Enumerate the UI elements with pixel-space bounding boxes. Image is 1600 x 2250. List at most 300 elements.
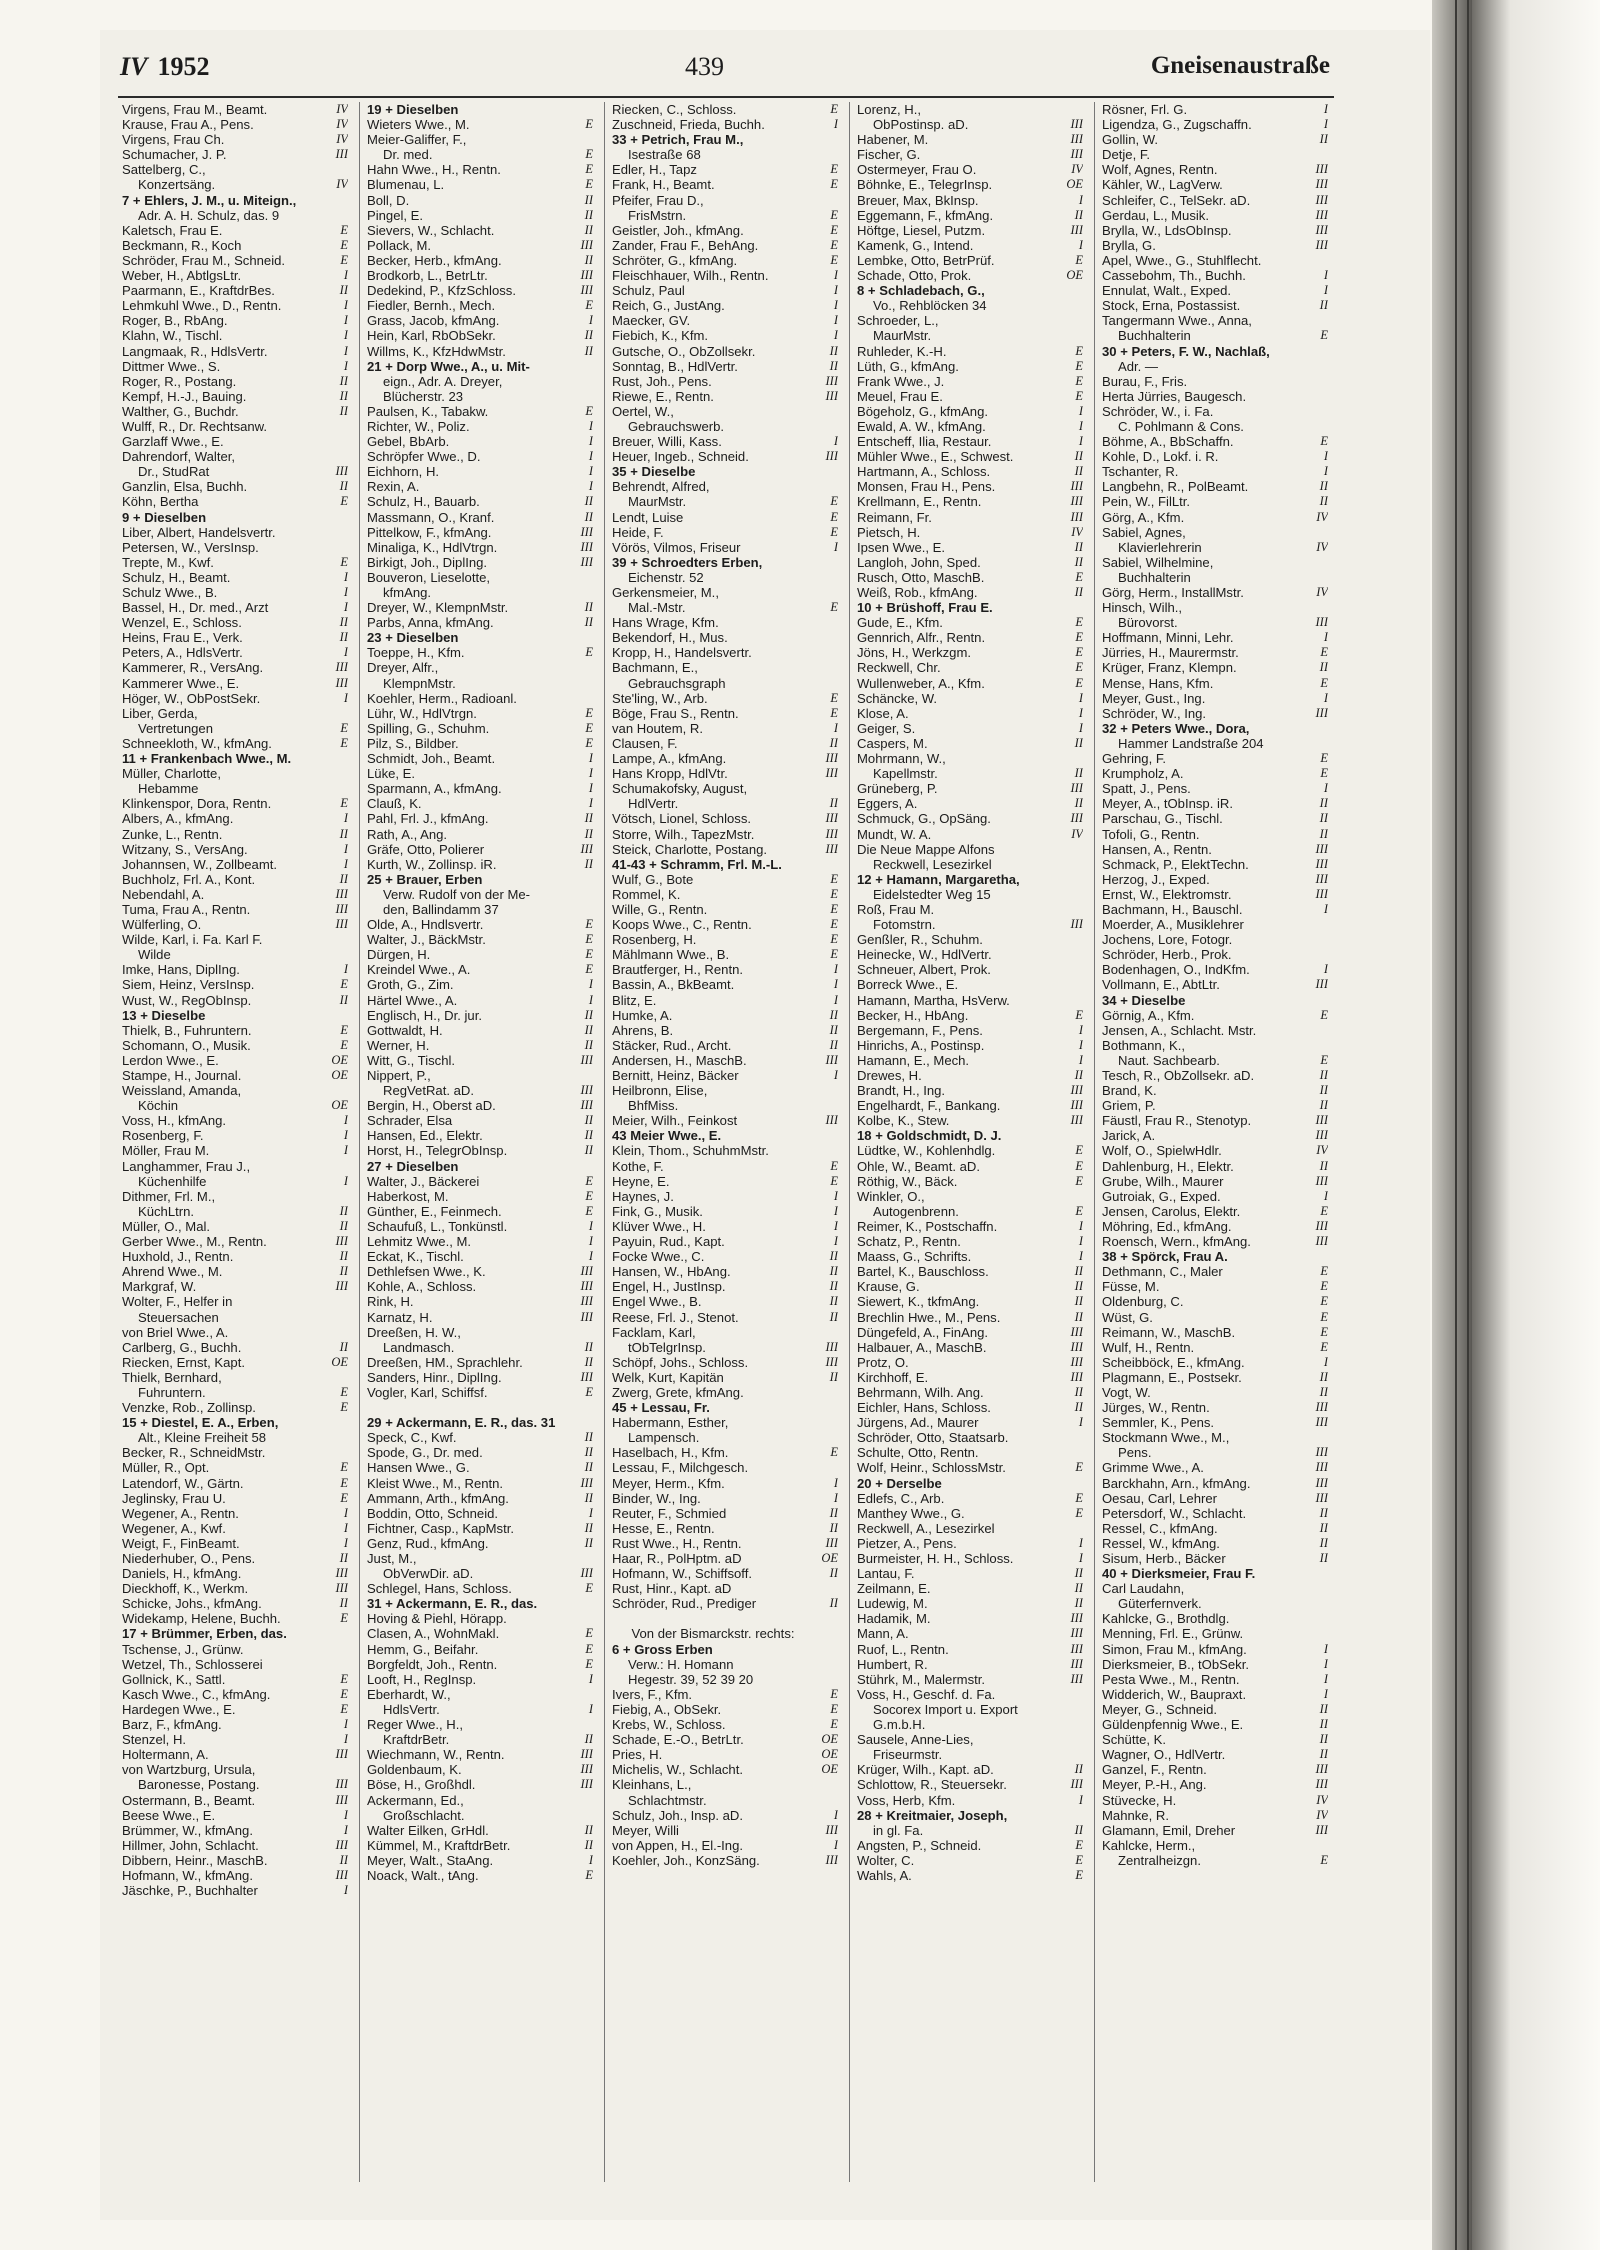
resident-entry xyxy=(122,872,348,887)
entry-text: Schneekloth, W., kfmAng. xyxy=(122,735,272,751)
entry-class: III xyxy=(1070,1369,1083,1384)
entry-class: I xyxy=(1323,283,1328,298)
entry-class: III xyxy=(580,1762,593,1777)
entry-text: Wille, G., Rentn. xyxy=(612,901,708,917)
resident-entry xyxy=(122,781,348,796)
resident-entry xyxy=(1102,1506,1328,1521)
entry-text: Sabiel, Wilhelmine, xyxy=(1102,554,1214,570)
resident-entry xyxy=(612,328,838,343)
resident-entry xyxy=(122,1853,348,1868)
entry-text: ObVerwDir. aD. xyxy=(383,1566,474,1582)
resident-entry xyxy=(857,842,1083,857)
resident-entry xyxy=(612,1189,838,1204)
entry-class: III xyxy=(825,449,838,464)
entry-text: Schumacher, J. P. xyxy=(122,147,227,163)
entry-text: Stampe, H., Journal. xyxy=(122,1068,242,1083)
resident-entry xyxy=(122,177,348,192)
resident-entry xyxy=(612,615,838,630)
entry-text: Rath, A., Ang. xyxy=(367,826,448,842)
entry-text: Görnig, A., Kfm. xyxy=(1102,1007,1195,1023)
entry-class: II xyxy=(584,1113,593,1128)
resident-entry xyxy=(857,193,1083,208)
resident-entry xyxy=(612,1159,838,1174)
entry-text: von Appen, H., El.-Ing. xyxy=(612,1837,744,1853)
resident-entry xyxy=(122,1445,348,1460)
entry-class: I xyxy=(833,539,838,554)
resident-entry xyxy=(1102,1793,1328,1808)
entry-class: E xyxy=(830,494,838,509)
volume-year xyxy=(120,52,209,82)
resident-entry xyxy=(857,268,1083,283)
resident-entry xyxy=(367,389,593,404)
entry-class: I xyxy=(1078,1022,1083,1037)
entry-text: Lerdon Wwe., E. xyxy=(122,1052,219,1068)
entry-class: I xyxy=(1323,1188,1328,1203)
entry-text: Sattelberg, C., xyxy=(122,162,206,178)
entry-class: IV xyxy=(1316,1792,1328,1807)
entry-class: II xyxy=(584,1037,593,1052)
resident-entry xyxy=(367,1174,593,1189)
entry-text: Schäncke, W. xyxy=(857,690,938,706)
entry-class: III xyxy=(335,886,348,901)
entry-class: E xyxy=(1320,1852,1328,1867)
entry-text: Krüger, Wilh., Kapt. aD. xyxy=(857,1762,994,1778)
entry-text: Dithmer, Frl. M., xyxy=(122,1188,216,1204)
resident-entry xyxy=(367,1400,593,1415)
house-entry xyxy=(367,1415,593,1430)
entry-text: Wülferling, O. xyxy=(122,917,202,933)
entry-text: Pahl, Frl. J., kfmAng. xyxy=(367,811,489,827)
resident-entry xyxy=(122,359,348,374)
entry-class: II xyxy=(1319,298,1328,313)
entry-class: E xyxy=(1075,569,1083,584)
resident-entry xyxy=(122,887,348,902)
resident-entry xyxy=(1102,434,1328,449)
resident-entry xyxy=(122,344,348,359)
resident-entry xyxy=(612,721,838,736)
entry-text: Grass, Jacob, kfmAng. xyxy=(367,313,500,329)
entry-text: Verw. Rudolf von der Me- xyxy=(383,886,531,902)
resident-entry xyxy=(367,540,593,555)
entry-class: E xyxy=(830,222,838,237)
entry-text: Lehmkuhl Wwe., D., Rentn. xyxy=(122,298,282,314)
resident-entry xyxy=(857,147,1083,162)
resident-entry xyxy=(1102,585,1328,600)
entry-text: Frank, H., Beamt. xyxy=(612,177,715,193)
entry-class: II xyxy=(584,1732,593,1747)
entry-text: KraftdrBetr. xyxy=(383,1732,450,1748)
entry-text: Virgens, Frau M., Beamt. xyxy=(122,102,268,117)
entry-text: Dahrendorf, Walter, xyxy=(122,449,236,465)
entry-class: E xyxy=(585,177,593,192)
entry-text: Schaufuß, L., Tonkünstl. xyxy=(367,1218,508,1234)
entry-text: Schneuer, Albert, Prok. xyxy=(857,962,991,978)
entry-class: E xyxy=(1075,1203,1083,1218)
entry-class: II xyxy=(1074,1294,1083,1309)
entry-class: E xyxy=(1320,766,1328,781)
resident-entry xyxy=(367,404,593,419)
resident-entry xyxy=(367,781,593,796)
resident-entry xyxy=(367,1355,593,1370)
resident-entry xyxy=(1102,208,1328,223)
resident-entry xyxy=(612,1762,838,1777)
resident-entry xyxy=(367,1611,593,1626)
entry-text: Stüvecke, H. xyxy=(1102,1792,1177,1808)
entry-class: E xyxy=(830,947,838,962)
resident-entry xyxy=(367,132,593,147)
entry-text: Wetzel, Th., Schlosserei xyxy=(122,1656,263,1672)
entry-text: Payuin, Rud., Kapt. xyxy=(612,1234,725,1250)
entry-class: II xyxy=(1319,796,1328,811)
resident-entry xyxy=(122,1491,348,1506)
entry-class: I xyxy=(343,1143,348,1158)
entry-class: E xyxy=(830,1701,838,1716)
entry-text: Carl Laudahn, xyxy=(1102,1581,1185,1597)
entry-text: kfmAng. xyxy=(383,585,432,600)
resident-entry xyxy=(122,796,348,811)
entry-class: II xyxy=(1074,1822,1083,1837)
entry-class: III xyxy=(580,1264,593,1279)
entry-class: I xyxy=(1323,690,1328,705)
resident-entry xyxy=(612,1506,838,1521)
resident-entry xyxy=(1102,1596,1328,1611)
entry-text: Meyer, G., Schneid. xyxy=(1102,1701,1217,1717)
entry-text: Jensen, Carolus, Elektr. xyxy=(1102,1203,1241,1219)
entry-text: Voss, H., kfmAng. xyxy=(122,1113,227,1129)
entry-class: III xyxy=(335,1234,348,1249)
entry-class: II xyxy=(584,1837,593,1852)
resident-entry xyxy=(122,766,348,781)
resident-entry xyxy=(1102,1626,1328,1641)
entry-class: I xyxy=(1078,237,1083,252)
resident-entry xyxy=(367,494,593,509)
resident-entry xyxy=(857,766,1083,781)
entry-text: Jochens, Lore, Fotogr. xyxy=(1102,932,1233,948)
entry-text: Krause, G. xyxy=(857,1279,920,1295)
resident-entry xyxy=(1102,1687,1328,1702)
entry-text: Gebel, BbArb. xyxy=(367,434,450,450)
entry-text: Steick, Charlotte, Postang. xyxy=(612,841,768,857)
entry-class: II xyxy=(584,1022,593,1037)
entry-class: E xyxy=(830,177,838,192)
entry-class: II xyxy=(584,1520,593,1535)
resident-entry xyxy=(122,977,348,992)
entry-text: Hemm, G., Beifahr. xyxy=(367,1641,479,1657)
entry-class: II xyxy=(339,1852,348,1867)
resident-entry xyxy=(1102,132,1328,147)
entry-class: III xyxy=(335,1777,348,1792)
house-entry xyxy=(122,1008,348,1023)
entry-text: Geistler, Joh., kfmAng. xyxy=(612,222,744,238)
entry-text: Schröder, Frau M., Schneid. xyxy=(122,252,286,268)
entry-text: Vertretungen xyxy=(138,720,213,736)
resident-entry xyxy=(612,298,838,313)
entry-text: Meuel, Frau E. xyxy=(857,388,943,404)
resident-entry xyxy=(612,253,838,268)
entry-text: Ivers, F., Kfm. xyxy=(612,1686,693,1702)
entry-class: II xyxy=(584,1822,593,1837)
resident-entry xyxy=(122,117,348,132)
resident-entry xyxy=(857,1626,1083,1641)
entry-text: 18 + Goldschmidt, D. J. xyxy=(857,1128,1002,1144)
house-entry xyxy=(857,1128,1083,1143)
entry-text: Schmuck, G., OpSäng. xyxy=(857,811,991,827)
entry-text: Vogler, Karl, Schiffsf. xyxy=(367,1384,488,1400)
house-entry xyxy=(367,630,593,645)
resident-entry xyxy=(612,1732,838,1747)
entry-text: Lantau, F. xyxy=(857,1566,915,1582)
resident-entry xyxy=(612,434,838,449)
resident-entry xyxy=(857,313,1083,328)
entry-text: Adr. — xyxy=(1118,358,1159,374)
entry-text: Gutroiak, G., Exped. xyxy=(1102,1188,1221,1204)
entry-text: Meyer, Willi xyxy=(612,1822,679,1838)
resident-entry xyxy=(612,1808,838,1823)
resident-entry xyxy=(122,479,348,494)
resident-entry xyxy=(367,1128,593,1143)
resident-entry xyxy=(122,208,348,223)
entry-class: III xyxy=(1315,222,1328,237)
entry-text: 43 Meier Wwe., E. xyxy=(612,1128,722,1144)
entry-text: Siem, Heinz, VersInsp. xyxy=(122,977,255,993)
entry-text: 11 + Frankenbach Wwe., M. xyxy=(122,751,292,767)
entry-class: E xyxy=(1075,1505,1083,1520)
entry-class: III xyxy=(1070,1671,1083,1686)
entry-text: Reimann, Fr. xyxy=(857,509,932,525)
entry-text: Breuer, Willi, Kass. xyxy=(612,434,722,450)
entry-class: I xyxy=(1323,1354,1328,1369)
entry-text: Dierksmeier, B., tObSekr. xyxy=(1102,1656,1249,1672)
resident-entry xyxy=(1102,1264,1328,1279)
entry-class: I xyxy=(833,268,838,283)
resident-entry xyxy=(122,827,348,842)
resident-entry xyxy=(1102,811,1328,826)
entry-class: E xyxy=(830,252,838,267)
resident-entry xyxy=(612,645,838,660)
entry-text: Mann, A. xyxy=(857,1626,909,1642)
entry-class: I xyxy=(833,1068,838,1082)
entry-text: Klüver Wwe., H. xyxy=(612,1218,706,1234)
resident-entry xyxy=(1102,1445,1328,1460)
entry-class: II xyxy=(1319,1158,1328,1173)
entry-class: II xyxy=(339,1264,348,1279)
entry-text: Schröder, Herb., Prok. xyxy=(1102,947,1232,963)
resident-entry xyxy=(857,1642,1083,1657)
entry-text: Genz, Rud., kfmAng. xyxy=(367,1535,489,1551)
entry-text: Wegener, A., Kwf. xyxy=(122,1520,226,1536)
resident-entry xyxy=(612,1264,838,1279)
entry-text: 38 + Spörck, Frau A. xyxy=(1102,1249,1228,1265)
entry-class: I xyxy=(1078,434,1083,449)
entry-text: Schütte, K. xyxy=(1102,1732,1167,1748)
resident-entry xyxy=(612,1008,838,1023)
entry-text: Wenzel, E., Schloss. xyxy=(122,615,242,631)
entry-text: Kähler, W., LagVerw. xyxy=(1102,177,1223,193)
resident-entry xyxy=(857,1204,1083,1219)
resident-entry xyxy=(122,570,348,585)
resident-entry xyxy=(1102,1430,1328,1445)
directory-columns xyxy=(122,102,1337,2182)
entry-class: E xyxy=(340,1384,348,1399)
entry-text: Fäustl, Frau R., Stenotyp. xyxy=(1102,1113,1252,1129)
resident-entry xyxy=(857,1038,1083,1053)
resident-entry xyxy=(612,1717,838,1732)
resident-entry xyxy=(122,389,348,404)
entry-class: I xyxy=(1323,449,1328,464)
entry-text: Engelhardt, F., Bankang. xyxy=(857,1098,1001,1114)
entry-class: E xyxy=(340,237,348,252)
entry-class: II xyxy=(339,615,348,630)
resident-entry xyxy=(857,177,1083,192)
entry-text: Brautferger, H., Rentn. xyxy=(612,962,744,978)
entry-text: Zander, Frau F., BehAng. xyxy=(612,237,759,253)
resident-entry xyxy=(367,570,593,585)
resident-entry xyxy=(857,1355,1083,1370)
entry-text: Hesse, E., Rentn. xyxy=(612,1520,715,1536)
resident-entry xyxy=(367,962,593,977)
entry-class: OE xyxy=(1066,177,1083,192)
entry-text: Ahrend Wwe., M. xyxy=(122,1264,223,1280)
resident-entry xyxy=(122,253,348,268)
resident-entry xyxy=(857,1249,1083,1264)
entry-text: HdlVertr. xyxy=(628,796,679,812)
resident-entry xyxy=(122,298,348,313)
entry-class: OE xyxy=(821,1551,838,1565)
entry-class: III xyxy=(335,901,348,916)
entry-class: II xyxy=(1074,1068,1083,1082)
entry-class: I xyxy=(588,1701,593,1716)
resident-entry xyxy=(857,1234,1083,1249)
entry-text: Detje, F. xyxy=(1102,147,1151,163)
entry-class: II xyxy=(584,494,593,509)
resident-entry xyxy=(1102,1521,1328,1536)
year: 1952 xyxy=(157,52,210,81)
entry-text: Schlottow, R., Steuersekr. xyxy=(857,1777,1007,1793)
resident-entry xyxy=(1102,193,1328,208)
entry-class: II xyxy=(829,358,838,373)
entry-class: II xyxy=(1074,1279,1083,1294)
entry-text: Blitz, E. xyxy=(612,992,657,1008)
resident-entry xyxy=(612,872,838,887)
entry-text: Düngefeld, A., FinAng. xyxy=(857,1324,989,1340)
entry-class: III xyxy=(580,1566,593,1581)
entry-text: Kaletsch, Frau E. xyxy=(122,222,223,238)
resident-entry xyxy=(122,1189,348,1204)
entry-class: II xyxy=(584,343,593,358)
resident-entry xyxy=(1102,1551,1328,1566)
entry-text: Gräfe, Otto, Polierer xyxy=(367,841,485,857)
entry-class: E xyxy=(830,1445,838,1460)
resident-entry xyxy=(122,1279,348,1294)
entry-text: Fichtner, Casp., KapMstr. xyxy=(367,1520,514,1536)
entry-text: Massmann, O., Kranf. xyxy=(367,509,495,525)
entry-text: 10 + Brüshoff, Frau E. xyxy=(857,600,993,616)
entry-class: II xyxy=(584,1007,593,1022)
entry-class: E xyxy=(830,901,838,916)
entry-text: Pollack, M. xyxy=(367,237,432,253)
entry-class: E xyxy=(585,162,593,177)
entry-class: I xyxy=(588,781,593,796)
entry-class: I xyxy=(1323,1641,1328,1656)
resident-entry xyxy=(857,857,1083,872)
resident-entry xyxy=(367,344,593,359)
entry-text: Ruof, L., Rentn. xyxy=(857,1641,949,1657)
resident-entry xyxy=(857,947,1083,962)
resident-entry xyxy=(122,1294,348,1309)
resident-entry xyxy=(367,947,593,962)
entry-class: I xyxy=(1323,1686,1328,1701)
entry-class: IV xyxy=(1071,826,1083,841)
entry-class: III xyxy=(335,464,348,479)
entry-class: I xyxy=(343,1732,348,1747)
house-entry xyxy=(1102,721,1328,736)
resident-entry xyxy=(612,313,838,328)
entry-text: Voss, Herb, Kfm. xyxy=(857,1792,956,1808)
entry-text: Wüst, G. xyxy=(1102,1309,1153,1325)
entry-text: Behrmann, Wilh. Ang. xyxy=(857,1384,984,1400)
entry-text: Wolf, Agnes, Rentn. xyxy=(1102,162,1218,178)
resident-entry xyxy=(857,1717,1083,1732)
entry-text: FrisMstrn. xyxy=(628,207,687,223)
resident-entry xyxy=(857,1143,1083,1158)
resident-entry xyxy=(367,1294,593,1309)
resident-entry xyxy=(857,1445,1083,1460)
entry-text: Hoffmann, Minni, Lehr. xyxy=(1102,630,1234,646)
resident-entry xyxy=(367,645,593,660)
resident-entry xyxy=(122,615,348,630)
entry-text: Nebendahl, A. xyxy=(122,886,205,902)
resident-entry xyxy=(1102,902,1328,917)
resident-entry xyxy=(122,525,348,540)
column-2 xyxy=(367,102,593,2182)
entry-text: Reimann, W., MaschB. xyxy=(1102,1324,1236,1340)
entry-text: RegVetRat. aD. xyxy=(383,1083,474,1099)
entry-class: III xyxy=(335,1581,348,1596)
entry-class: II xyxy=(1074,449,1083,464)
entry-text: Boddin, Otto, Schneid. xyxy=(367,1505,499,1521)
entry-text: Schade, E.-O., BetrLtr. xyxy=(612,1732,744,1748)
entry-text: Thielk, Bernhard, xyxy=(122,1369,222,1385)
house-entry xyxy=(367,1596,593,1611)
entry-text: Minaliga, K., HdlVtrgn. xyxy=(367,539,498,555)
entry-text: Pens. xyxy=(1118,1445,1152,1461)
entry-class: I xyxy=(833,117,838,132)
entry-class: E xyxy=(585,1867,593,1882)
resident-entry xyxy=(367,1189,593,1204)
resident-entry xyxy=(857,1521,1083,1536)
resident-entry xyxy=(122,147,348,162)
entry-class: III xyxy=(335,1792,348,1807)
entry-text: Ludewig, M. xyxy=(857,1596,928,1612)
resident-entry xyxy=(612,223,838,238)
resident-entry xyxy=(612,585,838,600)
entry-text: Barckhahn, Arn., kfmAng. xyxy=(1102,1475,1251,1491)
resident-entry xyxy=(1102,1762,1328,1777)
resident-entry xyxy=(857,419,1083,434)
entry-class: III xyxy=(1315,856,1328,871)
entry-text: Markgraf, W. xyxy=(122,1279,197,1295)
entry-text: Weiß, Rob., kfmAng. xyxy=(857,585,978,600)
resident-entry xyxy=(1102,781,1328,796)
entry-text: 25 + Brauer, Erben xyxy=(367,871,483,887)
entry-text: Schulz, H., Bauarb. xyxy=(367,494,480,510)
resident-entry xyxy=(612,449,838,464)
resident-entry xyxy=(857,1506,1083,1521)
entry-class: E xyxy=(830,524,838,539)
entry-text: Günther, E., Feinmech. xyxy=(367,1203,502,1219)
edge-line xyxy=(1455,0,1457,2250)
resident-entry xyxy=(367,1385,593,1400)
